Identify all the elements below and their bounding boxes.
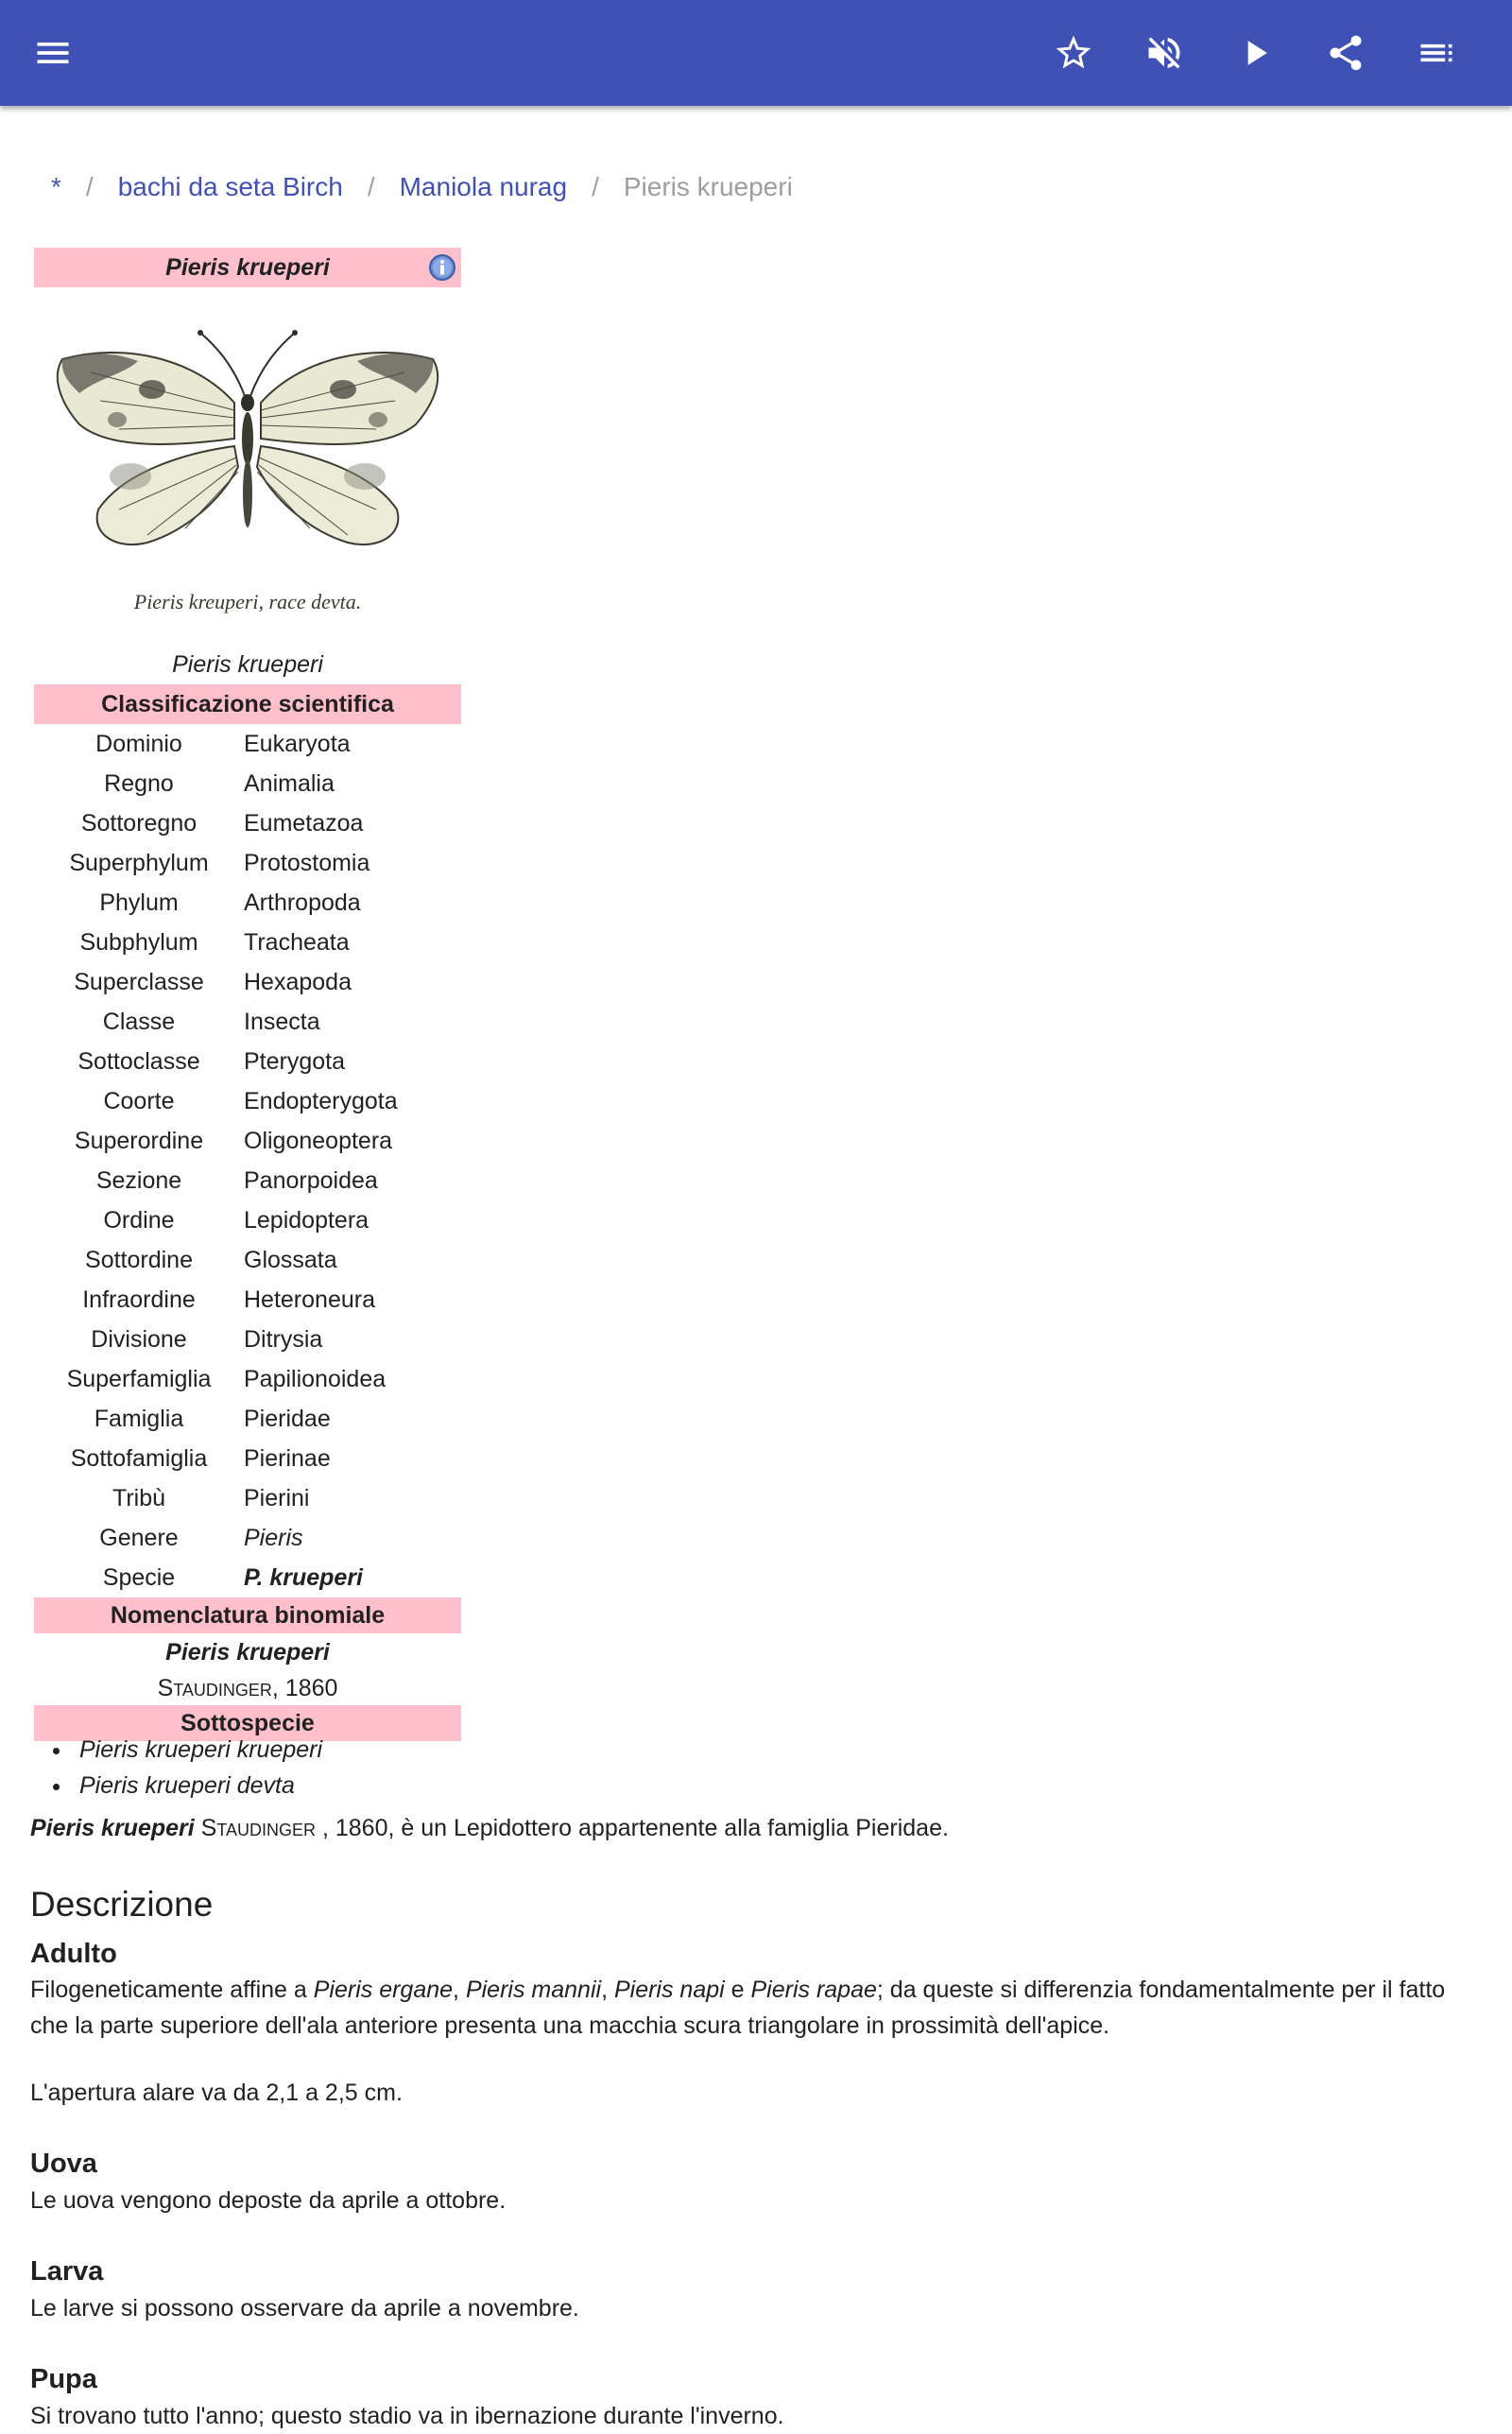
taxon-name[interactable]: Ditrysia <box>244 1325 323 1353</box>
taxonomy-row <box>34 1478 461 1518</box>
intro-paragraph <box>30 1810 1476 1846</box>
larva-paragraph: Le larve si possono osservare da aprile a novembre. <box>30 2295 579 2322</box>
taxon-rank: Ordine <box>103 1206 175 1234</box>
taxon-rank: Sottoregno <box>80 809 198 837</box>
taxon-name[interactable]: Animalia <box>244 769 335 797</box>
taxonomy-row <box>34 1439 461 1478</box>
taxon-rank: Superphylum <box>69 849 209 876</box>
taxonomy-table <box>34 724 461 1597</box>
taxobox-title-bar <box>34 248 461 287</box>
species-link-rapae[interactable]: Pieris rapae <box>750 1977 877 2003</box>
separator: , <box>601 1977 614 2003</box>
taxon-name[interactable]: Pierinae <box>244 1444 331 1472</box>
taxonomy-row <box>34 1002 461 1042</box>
taxon-name[interactable]: Insecta <box>244 1008 320 1035</box>
taxon-name[interactable]: Lepidoptera <box>244 1206 369 1234</box>
taxon-name[interactable]: Endopterygota <box>244 1087 398 1114</box>
taxon-name[interactable]: Papilionoidea <box>244 1365 387 1392</box>
table-of-contents-button[interactable] <box>1406 23 1467 83</box>
species-link-mannii[interactable]: Pieris mannii <box>465 1977 602 2003</box>
breadcrumb-bachi-da-seta[interactable]: bachi da seta Birch <box>117 172 343 201</box>
taxonomy-row <box>34 1200 461 1240</box>
taxon-rank: Specie <box>102 1563 176 1591</box>
taxonomy-row <box>34 843 461 883</box>
taxon-name[interactable]: Pieridae <box>244 1405 331 1432</box>
taxon-name[interactable]: Eukaryota <box>244 730 351 757</box>
breadcrumb-separator: / <box>367 172 375 201</box>
info-icon[interactable] <box>423 249 461 286</box>
taxon-name[interactable]: Protostomia <box>244 849 370 876</box>
share-button[interactable] <box>1315 23 1376 83</box>
binomial-author[interactable]: Staudinger <box>157 1675 272 1701</box>
star-outline-icon <box>1053 32 1094 74</box>
taxonomy-row <box>34 803 461 843</box>
taxon-rank: Superclasse <box>74 968 204 995</box>
heading-uova: Uova <box>30 2149 97 2179</box>
taxon-name: P. krueperi <box>244 1563 364 1591</box>
taxonomy-row <box>34 724 461 764</box>
taxon-name[interactable]: Hexapoda <box>244 968 352 995</box>
taxon-name[interactable]: Pterygota <box>244 1047 346 1075</box>
taxonomy-row <box>34 1161 461 1200</box>
taxonomy-row <box>34 1240 461 1280</box>
subspecies-name: Pieris krueperi devta <box>79 1772 295 1799</box>
playlist-icon <box>1416 32 1457 74</box>
taxonomy-row <box>34 764 461 803</box>
taxon-rank: Regno <box>104 769 174 797</box>
taxonomy-row <box>34 1399 461 1439</box>
subspecies-header: Sottospecie <box>34 1705 461 1741</box>
heading-descrizione: Descrizione <box>30 1885 214 1924</box>
mute-button[interactable] <box>1134 23 1194 83</box>
bookmark-button[interactable] <box>1043 23 1104 83</box>
binomial-name: Pieris krueperi <box>165 1639 330 1666</box>
taxobox-title: Pieris krueperi <box>165 253 330 281</box>
taxon-rank: Infraordine <box>82 1286 196 1313</box>
taxon-rank: Sottordine <box>85 1246 193 1273</box>
species-link-ergane[interactable]: Pieris ergane <box>313 1977 454 2003</box>
breadcrumb-home[interactable]: * <box>51 172 61 201</box>
binomial-authority <box>34 1671 461 1705</box>
image-caption-text: Pieris kreuperi, race devta. <box>133 590 362 613</box>
menu-icon <box>32 32 74 74</box>
breadcrumb-maniola-nurag[interactable]: Maniola nurag <box>399 172 568 201</box>
taxon-name[interactable]: Panorpoidea <box>244 1166 378 1194</box>
taxon-name[interactable]: Pieris <box>244 1524 303 1551</box>
wingspan-paragraph: L'apertura alare va da 2,1 a 2,5 cm. <box>30 2080 403 2106</box>
binomial-block <box>34 1633 461 1705</box>
butterfly-image[interactable] <box>34 287 461 637</box>
play-icon <box>1234 32 1276 74</box>
taxon-name[interactable]: Arthropoda <box>244 889 361 916</box>
heading-larva: Larva <box>30 2256 104 2287</box>
breadcrumb-separator: / <box>85 172 94 201</box>
taxon-rank: Superfamiglia <box>66 1365 212 1392</box>
taxon-rank: Superordine <box>74 1127 204 1154</box>
taxon-rank: Divisione <box>91 1325 187 1353</box>
adulto-text-suffix: ; da queste si differenzia fondamentalmente per il fatto che la parte superiore dell'ala anteriore presenta una macchia scura triangolare in prossimità dell'apice. <box>30 1977 1446 2039</box>
app-bar <box>0 0 1512 106</box>
separator: e <box>724 1977 751 2003</box>
taxonomy-row <box>34 923 461 962</box>
taxon-name[interactable]: Pierini <box>244 1484 310 1511</box>
adulto-paragraph <box>30 1972 1476 2044</box>
volume-off-icon <box>1143 32 1185 74</box>
taxon-rank: Tribù <box>112 1484 166 1511</box>
taxon-rank: Sottoclasse <box>77 1047 200 1075</box>
taxonomy-row <box>34 1081 461 1121</box>
image-caption: Pieris krueperi <box>172 651 323 678</box>
taxobox <box>34 248 461 1741</box>
intro-text: , 1860, è un Lepidottero appartenente alla famiglia Pieridae. <box>316 1815 949 1841</box>
taxon-rank: Subphylum <box>79 928 198 956</box>
taxon-name[interactable]: Heteroneura <box>244 1286 375 1313</box>
separator: , <box>453 1977 466 2003</box>
taxon-rank: Classe <box>102 1008 176 1035</box>
taxonomy-row <box>34 1558 461 1597</box>
classification-header: Classificazione scientifica <box>34 684 461 724</box>
taxonomy-row <box>34 1121 461 1161</box>
heading-pupa: Pupa <box>30 2364 97 2394</box>
taxon-rank: Sezione <box>95 1166 182 1194</box>
list-item <box>49 1768 322 1804</box>
taxon-rank: Coorte <box>103 1087 175 1114</box>
taxon-name[interactable]: Tracheata <box>244 928 350 956</box>
taxonomy-row <box>34 883 461 923</box>
breadcrumb-current: Pieris krueperi <box>623 172 793 201</box>
adulto-text-prefix: Filogeneticamente affine a <box>30 1977 314 2003</box>
taxonomy-row <box>34 1042 461 1081</box>
taxon-name[interactable]: Glossata <box>244 1246 337 1273</box>
taxon-rank: Sottofamiglia <box>70 1444 208 1472</box>
taxonomy-row <box>34 1280 461 1320</box>
taxon-rank: Famiglia <box>94 1405 184 1432</box>
pupa-paragraph: Si trovano tutto l'anno; questo stadio va in ibernazione durante l'inverno. <box>30 2403 784 2429</box>
intro-species-name: Pieris krueperi <box>30 1815 195 1841</box>
taxonomy-row <box>34 1359 461 1399</box>
intro-author[interactable]: Staudinger <box>200 1815 317 1841</box>
taxonomy-row <box>34 1518 461 1558</box>
subspecies-list <box>49 1732 322 1804</box>
taxon-name[interactable]: Oligoneoptera <box>244 1127 393 1154</box>
subspecies-name: Pieris krueperi krueperi <box>79 1736 323 1763</box>
breadcrumb-separator: / <box>592 172 599 201</box>
list-item <box>49 1732 322 1768</box>
binomial-header: Nomenclatura binomiale <box>34 1597 461 1633</box>
taxonomy-row <box>34 962 461 1002</box>
taxon-rank: Dominio <box>95 730 182 757</box>
menu-button[interactable] <box>23 23 83 83</box>
taxon-rank: Genere <box>99 1524 179 1551</box>
breadcrumb <box>51 168 793 206</box>
taxon-rank: Phylum <box>99 889 179 916</box>
share-icon <box>1325 32 1366 74</box>
taxon-name[interactable]: Eumetazoa <box>244 809 364 837</box>
taxonomy-row <box>34 1320 461 1359</box>
play-button[interactable] <box>1225 23 1285 83</box>
heading-adulto: Adulto <box>30 1939 117 1969</box>
uova-paragraph: Le uova vengono deposte da aprile a ottobre. <box>30 2187 507 2214</box>
species-link-napi[interactable]: Pieris napi <box>613 1977 725 2003</box>
binomial-year: , 1860 <box>271 1675 338 1701</box>
